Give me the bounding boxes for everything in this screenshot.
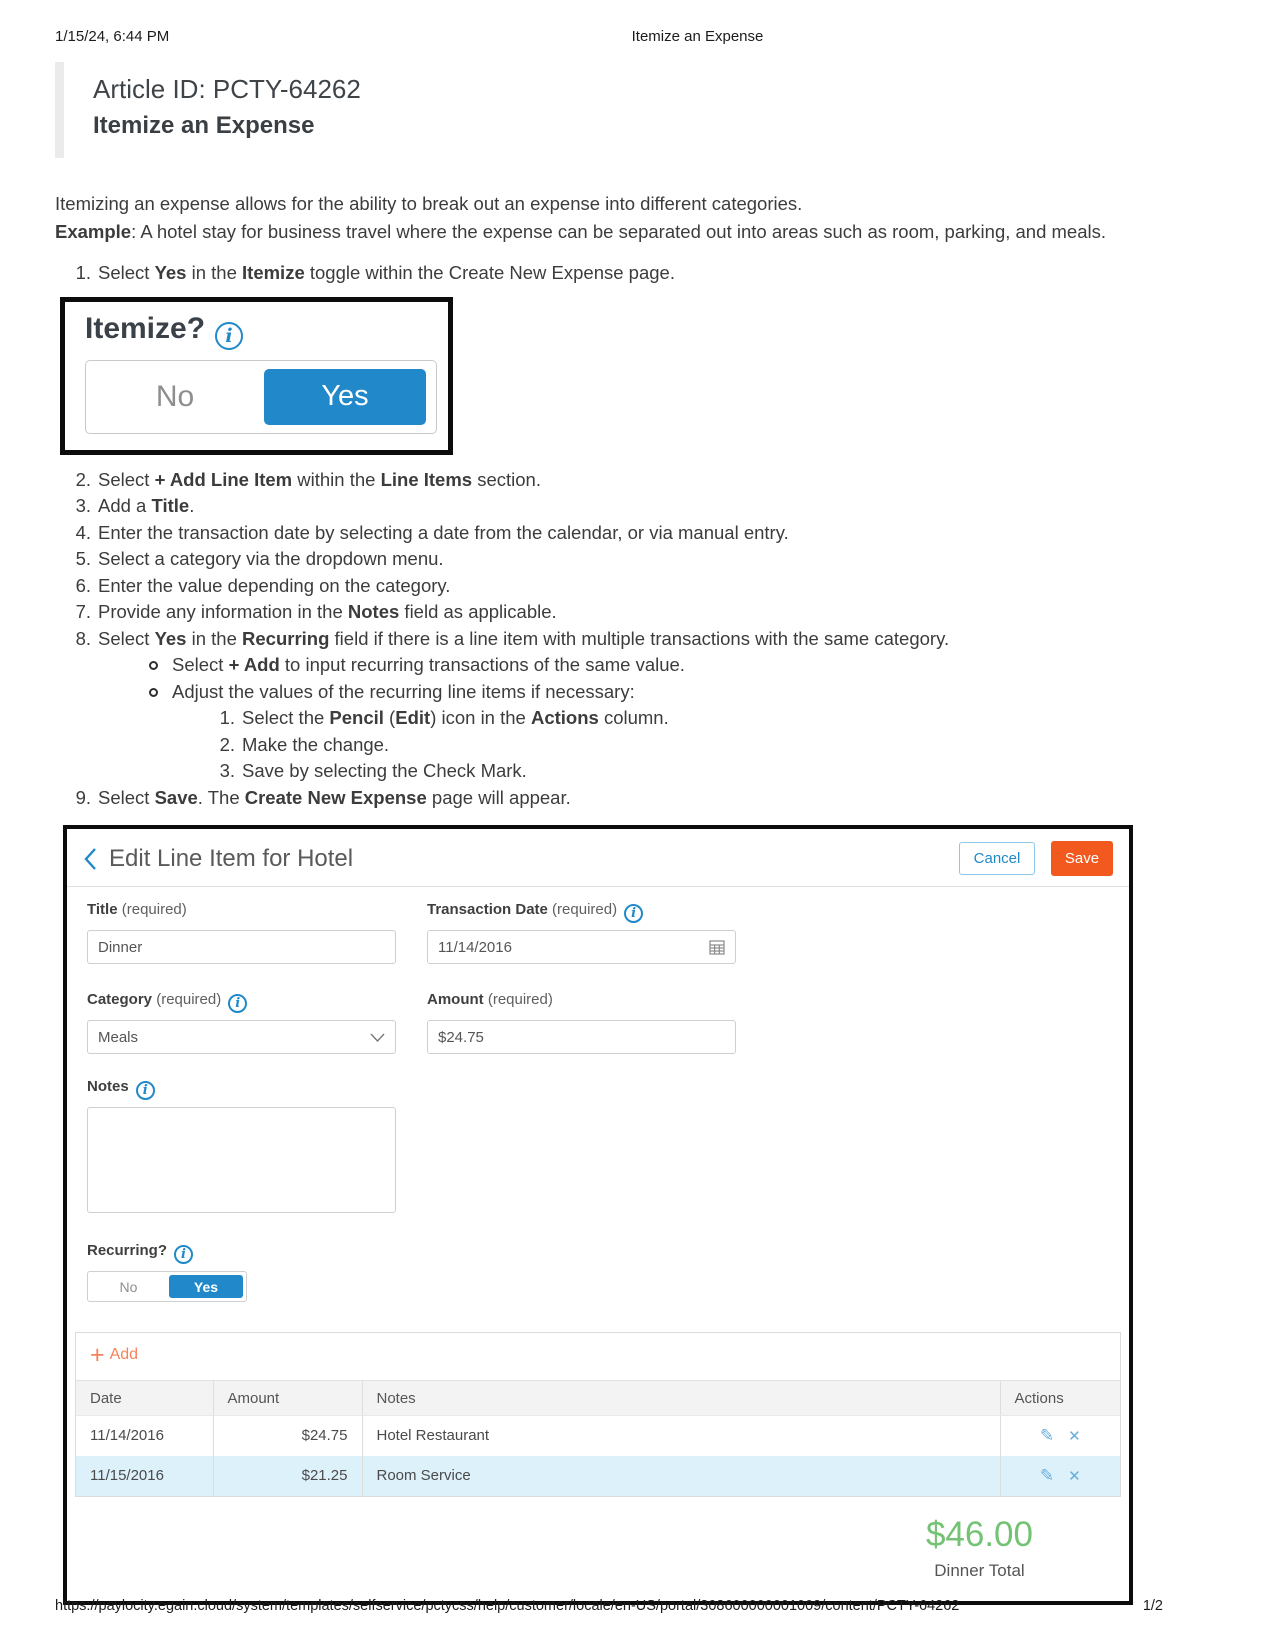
example-label: Example [55,220,132,242]
list-number: 2. [75,468,91,490]
title-input[interactable]: Dinner [87,930,396,964]
instruction-text: Select Save. The Create New Expense page will appear. [98,786,571,808]
instruction-line [55,732,1235,759]
title-field-label: Title (required) [87,901,187,918]
form-title: Edit Line Item for Hotel [83,845,353,873]
cell-amount: $24.75 [213,1416,362,1456]
list-number: 7. [75,601,91,622]
instruction-text: Make the change. [242,733,390,755]
list-number: 3. [219,760,235,781]
info-icon[interactable]: i [136,1081,155,1100]
column-header-date: Date [76,1381,213,1416]
itemize-yes-button[interactable]: Yes [264,369,426,425]
instruction-text: Select + Add Line Item within the Line Items section. [98,468,541,490]
line-items-panel [75,1332,1121,1497]
bullet-circle [149,688,158,697]
info-icon[interactable]: i [624,904,643,923]
recurring-yes-button[interactable]: Yes [169,1275,243,1298]
transaction-date-input[interactable]: 11/14/2016 [427,930,736,964]
recurring-field-label: Recurring? i [87,1242,396,1264]
instruction-line [55,599,1235,626]
table-header-row [76,1381,1120,1416]
instruction-line [55,467,1235,494]
instruction-text: Select a category via the dropdown menu. [98,548,444,569]
cell-actions [1000,1456,1120,1496]
chevron-down-icon [370,1033,385,1042]
instruction-text: Select the Pencil (Edit) icon in the Actions column. [242,707,669,728]
info-icon[interactable]: i [215,322,243,350]
column-header-actions: Actions [1000,1381,1120,1416]
source-url: https://paylocity.egain.cloud/system/templates/selfservice/pctycss/help/customer/locale/en-US/portal/308600000001009/content/PCTY-64262 [55,1598,960,1614]
instruction-line [55,493,1235,520]
list-number: 6. [75,574,91,596]
steps-list-part1 [55,260,1235,287]
recurring-toggle [87,1271,247,1302]
instruction-text: Add a Title. [98,495,195,516]
itemize-toggle-figure [60,297,453,455]
list-number: 8. [75,627,91,649]
table-row [76,1456,1120,1496]
edit-pencil-icon[interactable]: ✎ [1039,1425,1055,1445]
amount-field-label: Amount (required) [427,991,553,1008]
print-footer [0,1598,1275,1618]
cell-notes: Hotel Restaurant [362,1416,1000,1456]
instruction-line [55,679,1235,706]
amount-input[interactable]: $24.75 [427,1020,736,1054]
instruction-line [55,260,1235,287]
save-button[interactable]: Save [1051,841,1113,876]
instruction-text: Enter the value depending on the category. [98,574,451,596]
line-items-table [76,1380,1120,1496]
print-datetime: 1/15/24, 6:44 PM [55,28,170,45]
instruction-text: Enter the transaction date by selecting a date from the calendar, or via manual entry. [98,521,789,543]
intro-paragraph [55,190,1220,245]
column-header-amount: Amount [213,1381,362,1416]
delete-x-icon[interactable]: ✕ [1068,1467,1081,1485]
column-header-notes: Notes [362,1381,1000,1416]
itemize-toggle [85,360,437,434]
delete-x-icon[interactable]: ✕ [1068,1427,1081,1445]
instruction-line [55,520,1235,547]
cell-amount: $21.25 [213,1456,362,1496]
cell-date: 11/14/2016 [76,1416,213,1456]
list-number: 3. [75,495,91,516]
instruction-line [55,546,1235,573]
info-icon[interactable]: i [174,1245,193,1264]
notes-textarea[interactable] [87,1107,396,1213]
cell-date: 11/15/2016 [76,1456,213,1496]
itemize-label: Itemize? i [85,312,430,350]
list-number: 1. [75,262,91,283]
table-row [76,1416,1120,1456]
list-number: 5. [75,548,91,569]
edit-pencil-icon[interactable]: ✎ [1039,1465,1055,1485]
form-header [67,829,1129,886]
total-section [67,1497,1129,1601]
article-id: Article ID: PCTY-64262 [93,74,361,104]
instruction-line [55,573,1235,600]
itemize-no-button[interactable]: No [155,379,195,413]
cell-actions [1000,1416,1120,1456]
list-number: 2. [219,733,235,755]
article-header [55,62,1220,158]
instruction-line [55,626,1235,653]
total-label: Dinner Total [934,1560,1025,1580]
steps-list-part3 [55,785,1235,812]
edit-line-item-figure [63,825,1133,1605]
print-title: Itemize an Expense [631,28,764,45]
calendar-icon[interactable] [709,939,725,955]
instruction-text: Select Yes in the Itemize toggle within the Create New Expense page. [98,262,675,283]
print-header [0,28,1275,48]
page-number: 1/2 [1142,1598,1163,1614]
instruction-line [55,758,1235,785]
instruction-line [55,652,1235,679]
instruction-text: Save by selecting the Check Mark. [242,760,527,781]
list-number: 1. [219,707,235,728]
transaction-date-label: Transaction Date (required) i [427,901,736,923]
instruction-line [55,785,1235,812]
instruction-text: Provide any information in the Notes field as applicable. [98,601,557,622]
back-chevron-icon[interactable] [83,847,97,871]
bullet-circle [149,661,158,670]
instruction-text: Select + Add to input recurring transactions of the same value. [172,654,685,675]
total-amount: $46.00 [925,1514,1033,1554]
category-field-label: Category (required) i [87,991,396,1013]
list-number: 4. [75,521,91,543]
instruction-text: Adjust the values of the recurring line items if necessary: [172,680,635,702]
steps-list-part2 [55,467,1235,785]
plus-icon: + [90,1341,105,1369]
instruction-line [55,705,1235,732]
list-number: 9. [75,786,91,808]
cancel-button[interactable]: Cancel [959,842,1035,875]
category-select[interactable]: Meals [87,1020,396,1054]
instruction-text: Select Yes in the Recurring field if there is a line item with multiple transactions with the same category. [98,627,950,649]
example-text: : A hotel stay for business travel where the expense can be separated out into areas such as room, parking, and meals. [131,220,1107,242]
recurring-no-button[interactable]: No [119,1278,138,1295]
cell-notes: Room Service [362,1456,1000,1496]
notes-field-label: Notes i [87,1078,396,1100]
page-title: Itemize an Expense [93,112,315,139]
add-line-item-link[interactable]: + Add [90,1341,139,1369]
info-icon[interactable]: i [228,994,247,1013]
intro-line: Itemizing an expense allows for the ability to break out an expense into different categories. [55,193,803,214]
